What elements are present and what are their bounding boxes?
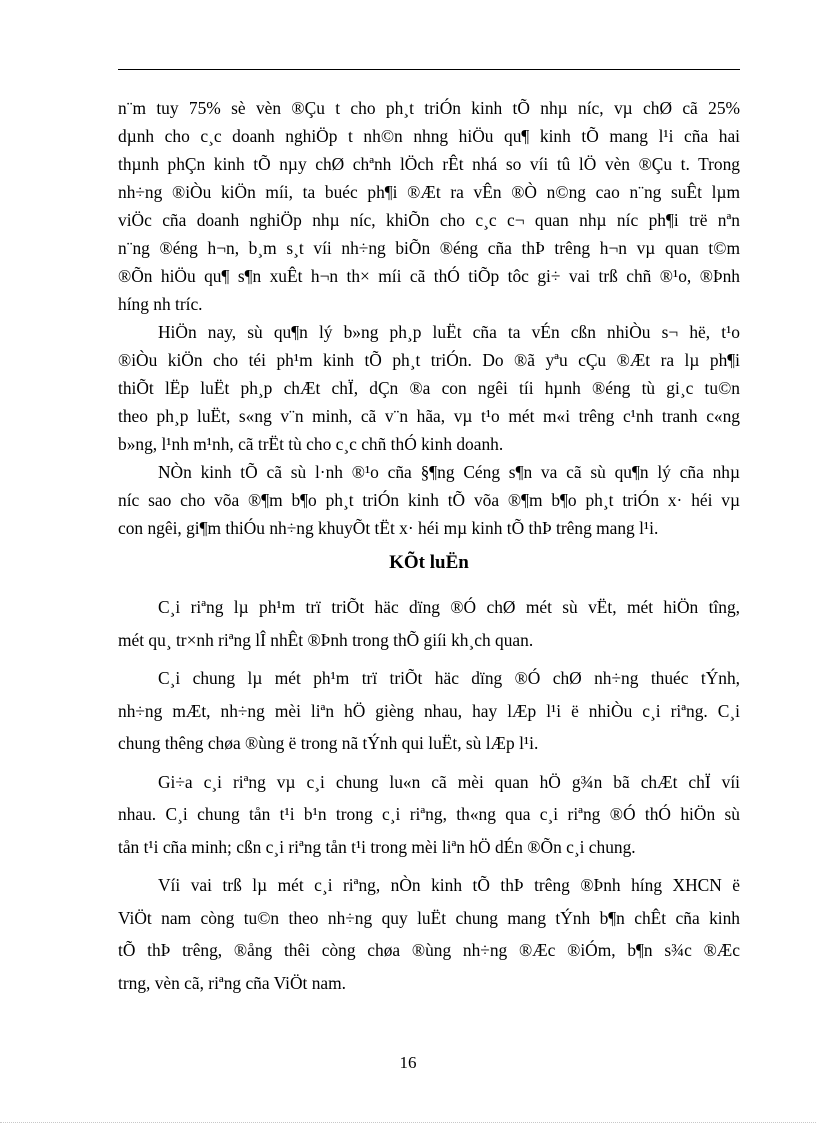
paragraph (118, 94, 740, 318)
text-line: nh÷ng ®iÒu kiÖn míi, ta buéc ph¶i ®Æt ra vÊn ®Ò n©ng cao n¨ng suÊt lµm (118, 182, 740, 202)
text-line: tÕ thÞ trêng, ®ång thêi còng chøa ®ùng nh÷ng ®Æc ®iÓm, b¶n s¾c ®Æc (118, 940, 740, 960)
text-line: chung thêng chøa ®ùng ë trong nã tÝnh qui luËt, sù lÆp l¹i. (118, 733, 539, 753)
text-line: thµnh phÇn kinh tÕ nµy chØ chªnh lÖch rÊt nhá so víi tû lÖ vèn ®Çu t. Trong (118, 154, 740, 174)
text-line: theo ph¸p luËt, s«ng v¨n minh, cã v¨n hãa, vµ t¹o mét m«i trêng c¹nh tranh c«ng (118, 406, 740, 426)
text-line: ViÖt nam còng tu©n theo nh÷ng quy luËt chung mang tÝnh b¶n chÊt cña kinh (118, 907, 740, 928)
text-line: ®iÒu kiÖn cho téi ph¹m kinh tÕ ph¸t triÓn. Do ®ã yªu cÇu ®Æt ra lµ ph¶i (118, 350, 740, 370)
text-line: nh÷ng mÆt, nh÷ng mèi liªn hÖ gièng nhau, hay lÆp l¹i ë nhiÒu c¸i riªng. C¸i (118, 700, 740, 721)
text-line: Víi vai trß lµ mét c¸i riªng, nÒn kinh tÕ thÞ trêng ®Þnh híng XHCN ë (158, 875, 740, 895)
text-line: C¸i chung lµ mét ph¹m trï triÕt häc dïng ®Ó chØ nh÷ng thuéc tÝnh, (158, 668, 740, 688)
text-line: mét qu¸ tr×nh riªng lÎ nhÊt ®Þnh trong thÕ giíi kh¸ch quan. (118, 629, 534, 650)
paragraph (118, 318, 740, 458)
paragraph (118, 766, 740, 864)
text-line: n¨m tuy 75% sè vèn ®Çu t cho ph¸t triÓn kinh tÕ nhµ níc, vµ chØ cã 25% (118, 98, 740, 118)
text-line: híng nh tríc. (118, 294, 203, 314)
text-line: b»ng, l¹nh m¹nh, cã trËt tù cho c¸c chñ thÓ kinh doanh. (118, 434, 504, 454)
text-line: trng, vèn cã, riªng cña ViÖt nam. (118, 972, 346, 993)
text-line: nhau. C¸i chung tån t¹i b¹n trong c¸i riªng, th«ng qua c¸i riªng ®Ó thÓ hiÖn sù (118, 804, 740, 824)
body-text-conclusion (118, 591, 740, 1005)
text-line: níc sao cho võa ®¶m b¶o ph¸t triÓn kinh tÕ võa ®¶m b¶o ph¸t triÓn x· héi vµ (118, 490, 740, 510)
text-line: con ngêi, gi¶m thiÓu nh÷ng khuyÕt tËt x· héi mµ kinh tÕ thÞ trêng mang l¹i. (118, 518, 659, 538)
text-line: NÒn kinh tÕ cã sù l·nh ®¹o cña §¶ng Céng s¶n va cã sù qu¶n lý cña nhµ (158, 462, 740, 482)
text-line: dµnh cho c¸c doanh nghiÖp t nh©n nhng hiÖu qu¶ kinh tÕ mang l¹i cña hai (118, 126, 740, 146)
paragraph (118, 458, 740, 542)
text-line: ®Õn hiÖu qu¶ s¶n xuÊt h¬n th× míi cã thÓ tiÕp tôc gi÷ vai trß chñ ®¹o, ®Þnh (118, 266, 740, 286)
section-heading: KÕt luËn (389, 552, 469, 573)
text-line: Gi÷a c¸i riªng vµ c¸i chung lu«n cã mèi quan hÖ g¾n bã chÆt chÏ víi (158, 771, 740, 792)
text-line: tån t¹i cña minh; cßn c¸i riªng tån t¹i trong mèi liªn hÖ dÉn ®Õn c¸i chung. (118, 836, 636, 857)
paragraph (118, 591, 740, 656)
header-rule (118, 69, 740, 70)
body-text-top (118, 94, 740, 542)
paragraph (118, 662, 740, 760)
page-bottom-edge (0, 1114, 816, 1123)
paragraph (118, 869, 740, 999)
text-line: thiÕt lËp luËt ph¸p chÆt chÏ, dÇn ®a con ngêi tíi hµnh ®éng tù gi¸c tu©n (118, 378, 740, 398)
text-line: HiÖn nay, sù qu¶n lý b»ng ph¸p luËt cña ta vÉn cßn nhiÒu s¬ hë, t¹o (158, 322, 740, 342)
text-line: viÖc cña doanh nghiÖp nhµ níc, khiÕn cho c¸c c¬ quan nhµ níc ph¶i trë nªn (118, 210, 740, 230)
text-line: n¨ng ®éng h¬n, b¸m s¸t víi nh÷ng biÕn ®éng cña thÞ trêng h¬n vµ quan t©m (118, 238, 740, 258)
text-line: C¸i riªng lµ ph¹m trï triÕt häc dïng ®Ó chØ mét sù vËt, mét hiÖn tîng, (158, 597, 740, 617)
page-number: 16 (399, 1053, 417, 1072)
